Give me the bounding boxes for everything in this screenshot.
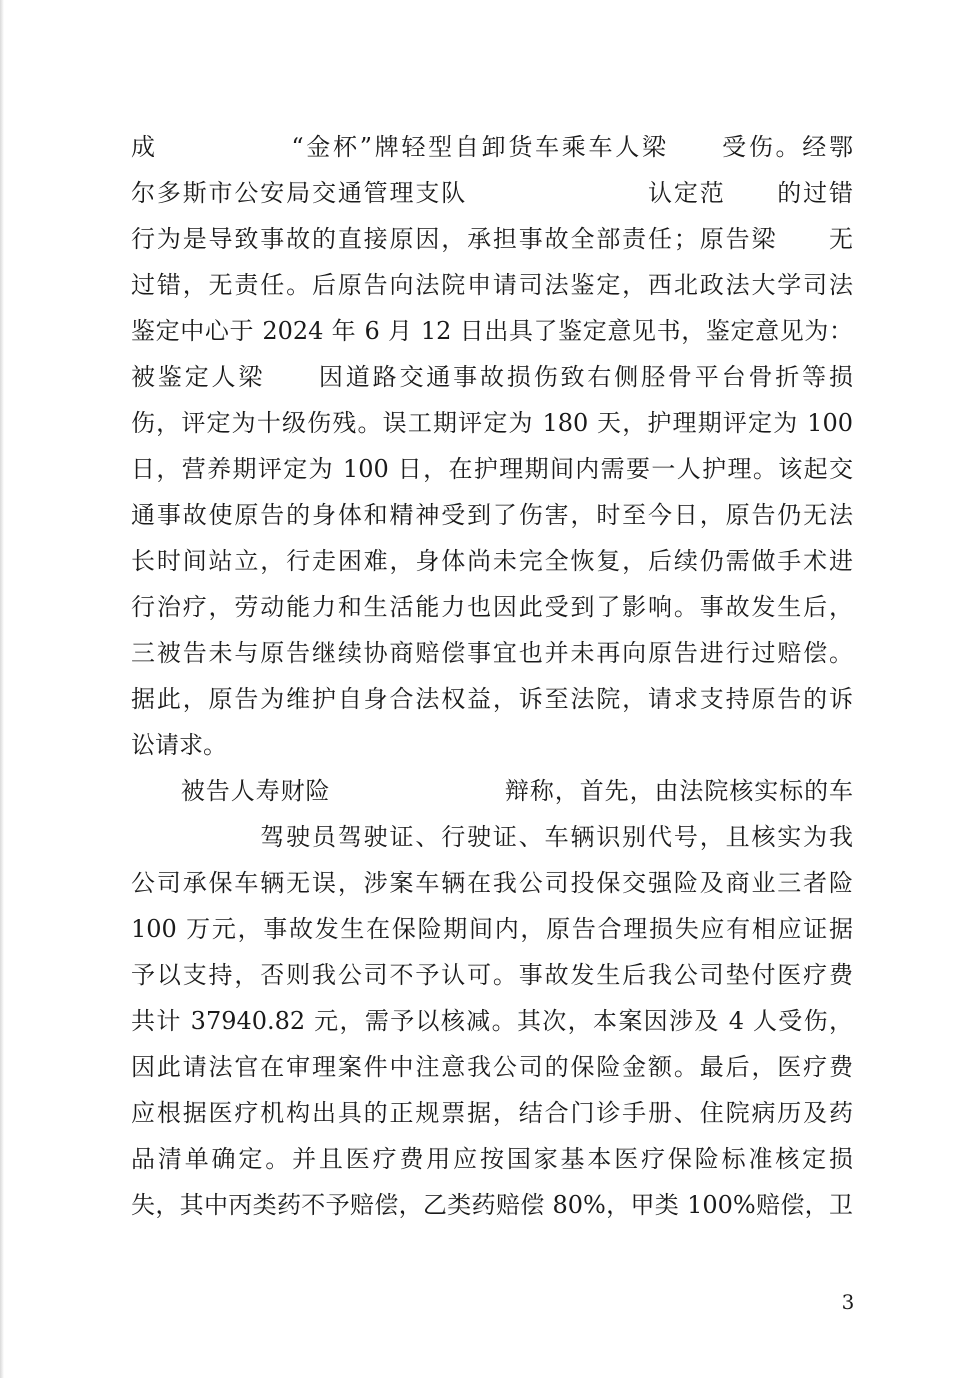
text-line: 行为是导致事故的直接原因，承担事故全部责任；原告梁 无 xyxy=(131,225,853,253)
text-line: 因此请法官在审理案件中注意我公司的保险金额。最后，医疗费 xyxy=(131,1053,853,1081)
text-line: 伤，评定为十级伤残。误工期评定为 180 天，护理期评定为 100 xyxy=(131,409,853,437)
text-line: 失，其中丙类药不予赔偿，乙类药赔偿 80%，甲类 100%赔偿，卫 xyxy=(131,1191,853,1219)
text-line: 通事故使原告的身体和精神受到了伤害，时至今日，原告仍无法 xyxy=(131,501,853,529)
text-line: 据此，原告为维护自身合法权益，诉至法院，请求支持原告的诉 xyxy=(131,685,853,713)
text-line: 过错，无责任。后原告向法院申请司法鉴定，西北政法大学司法 xyxy=(131,271,853,299)
text-line: 行治疗，劳动能力和生活能力也因此受到了影响。事故发生后， xyxy=(131,593,853,621)
text-line: 尔多斯市公安局交通管理支队 认定范 的过错 xyxy=(131,179,853,207)
page-number: 3 xyxy=(841,1290,855,1314)
text-line: 品清单确定。并且医疗费用应按国家基本医疗保险标准核定损 xyxy=(131,1145,853,1173)
text-line: 予以支持，否则我公司不予认可。事故发生后我公司垫付医疗费 xyxy=(131,961,853,989)
text-line: 长时间站立，行走困难，身体尚未完全恢复，后续仍需做手术进 xyxy=(131,547,853,575)
text-line: 三被告未与原告继续协商赔偿事宜也并未再向原告进行过赔偿。 xyxy=(131,639,853,667)
text-line: 被鉴定人梁 因道路交通事故损伤致右侧胫骨平台骨折等损 xyxy=(131,363,853,391)
text-line: 被告人寿财险 辩称，首先，由法院核实标的车 xyxy=(131,777,853,805)
text-line: 应根据医疗机构出具的正规票据，结合门诊手册、住院病历及药 xyxy=(131,1099,853,1127)
text-line: 成 “金杯”牌轻型自卸货车乘车人梁 受伤。经鄂 xyxy=(131,133,853,161)
page-edge-shadow xyxy=(0,0,4,1378)
text-line: 驾驶员驾驶证、行驶证、车辆识别代号，且核实为我 xyxy=(131,823,853,851)
text-line: 共计 37940.82 元，需予以核减。其次，本案因涉及 4 人受伤， xyxy=(131,1007,853,1035)
text-line: 讼请求。 xyxy=(131,731,227,759)
text-line: 鉴定中心于 2024 年 6 月 12 日出具了鉴定意见书，鉴定意见为： xyxy=(131,317,853,345)
text-line: 日，营养期评定为 100 日，在护理期间内需要一人护理。该起交 xyxy=(131,455,853,483)
text-line: 公司承保车辆无误，涉案车辆在我公司投保交强险及商业三者险 xyxy=(131,869,853,897)
text-line: 100 万元，事故发生在保险期间内，原告合理损失应有相应证据 xyxy=(131,915,853,943)
